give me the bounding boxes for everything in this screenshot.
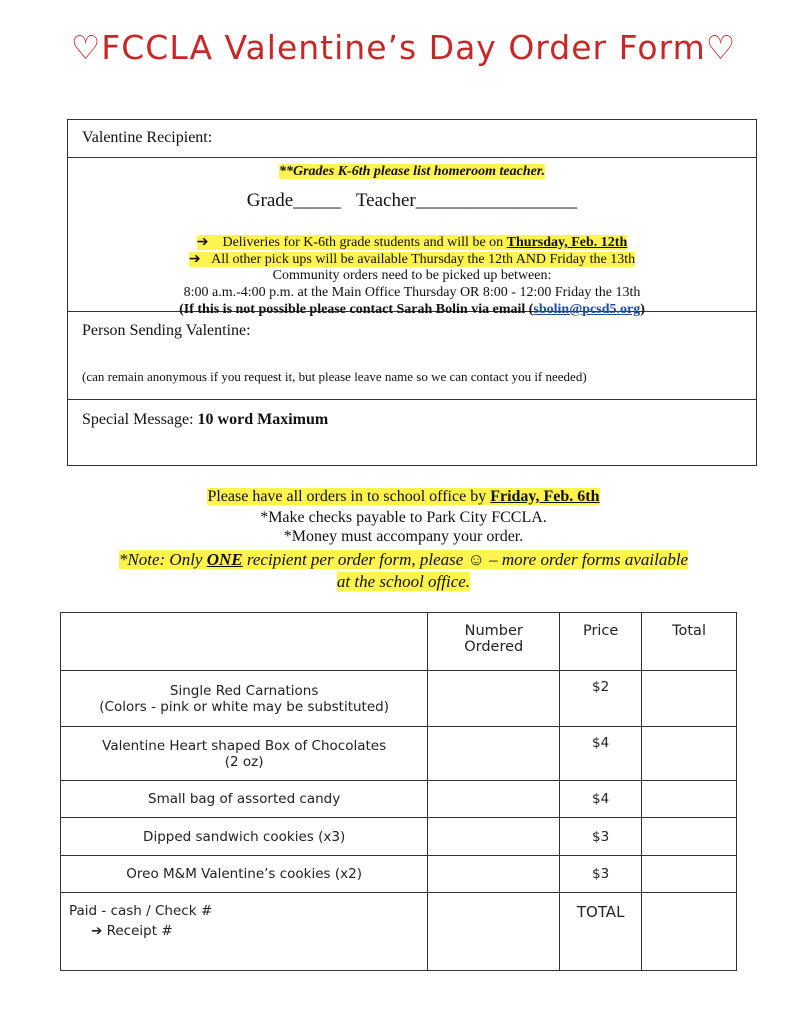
- checks-note: *Make checks payable to Park City FCCLA.: [260, 509, 547, 526]
- item-name: Oreo M&M Valentine’s cookies (x2): [61, 856, 428, 893]
- quantity-cell[interactable]: [428, 671, 560, 727]
- payment-cell[interactable]: [61, 893, 428, 971]
- price-cell: $4: [560, 727, 642, 781]
- note-line-2: at the school office.: [336, 572, 471, 591]
- item-name: Single Red Carnations (Colors - pink or white may be substituted): [61, 671, 428, 727]
- total-cell[interactable]: [642, 856, 737, 893]
- total-cell[interactable]: [642, 671, 737, 727]
- total-cell[interactable]: [642, 727, 737, 781]
- note-prefix: *Note: Only: [118, 550, 207, 569]
- sender-label: Person Sending Valentine:: [82, 322, 251, 339]
- arrow-icon: ➔: [188, 252, 201, 267]
- note-mid: recipient per order form, please ☺ – more order forms available: [242, 550, 689, 569]
- header-item: [61, 613, 428, 671]
- quantity-cell[interactable]: [428, 818, 560, 856]
- table-row: [61, 781, 737, 818]
- header-number-ordered: Number Ordered: [428, 613, 560, 671]
- sender-row: [68, 312, 756, 400]
- header-total: Total: [642, 613, 737, 671]
- grade-field[interactable]: Grade_____: [246, 190, 341, 211]
- contact-prefix: (If this is not possible please contact Sarah Bolin via email (: [179, 302, 534, 317]
- quantity-cell[interactable]: [428, 856, 560, 893]
- pickup-text: All other pick ups will be available Thursday the 12th AND Friday the 13th: [211, 252, 636, 267]
- item-name: Valentine Heart shaped Box of Chocolates (2 oz): [61, 727, 428, 781]
- total-cell[interactable]: [642, 818, 737, 856]
- community-line-1: Community orders need to be picked up between:: [272, 268, 552, 283]
- payment-row: [61, 893, 737, 971]
- form-title: ♡FCCLA Valentine’s Day Order Form♡: [70, 28, 737, 67]
- recipient-details-row: [68, 158, 756, 317]
- message-row: [68, 400, 756, 466]
- item-name: Dipped sandwich cookies (x3): [61, 818, 428, 856]
- grand-total-cell[interactable]: [642, 893, 737, 971]
- price-cell: $3: [560, 856, 642, 893]
- table-row: [61, 856, 737, 893]
- recipient-info-box: [67, 119, 757, 466]
- paid-label: Paid - cash / Check #: [69, 903, 213, 919]
- teacher-field[interactable]: Teacher_________________: [355, 190, 578, 211]
- delivery-text: Deliveries for K-6th grade students and will be on: [222, 235, 507, 250]
- sender-note: (can remain anonymous if you request it, but please leave name so we can contact you if needed): [82, 369, 587, 384]
- header-price: Price: [560, 613, 642, 671]
- total-cell[interactable]: [642, 781, 737, 818]
- table-row: [61, 727, 737, 781]
- contact-email-link[interactable]: sbolin@pcsd5.org: [533, 302, 641, 317]
- contact-suffix: ): [640, 302, 645, 317]
- money-note: *Money must accompany your order.: [283, 528, 524, 545]
- note-one: ONE: [206, 550, 243, 569]
- quantity-cell[interactable]: [428, 727, 560, 781]
- arrow-icon: ➔: [196, 235, 209, 250]
- recipient-label: Valentine Recipient:: [82, 129, 213, 146]
- table-row: [61, 671, 737, 727]
- quantity-cell[interactable]: [428, 893, 560, 971]
- recipient-row: [68, 120, 756, 158]
- price-cell: $2: [560, 671, 642, 727]
- deadline-text: Please have all orders in to school office by: [207, 488, 491, 505]
- total-label: TOTAL: [560, 893, 642, 971]
- order-table: [60, 612, 737, 971]
- deadline-date: Friday, Feb. 6th: [490, 488, 600, 505]
- item-name: Small bag of assorted candy: [61, 781, 428, 818]
- community-line-2: 8:00 a.m.-4:00 p.m. at the Main Office Thursday OR 8:00 - 12:00 Friday the 13th: [183, 285, 641, 300]
- message-label: Special Message:: [82, 411, 198, 428]
- grades-note: **Grades K-6th please list homeroom teacher.: [279, 164, 545, 179]
- quantity-cell[interactable]: [428, 781, 560, 818]
- table-row: [61, 818, 737, 856]
- table-header-row: [61, 613, 737, 671]
- price-cell: $3: [560, 818, 642, 856]
- message-limit: 10 word Maximum: [197, 411, 329, 428]
- receipt-label: ➔ Receipt #: [91, 923, 173, 939]
- price-cell: $4: [560, 781, 642, 818]
- delivery-date: Thursday, Feb. 12th: [506, 235, 628, 250]
